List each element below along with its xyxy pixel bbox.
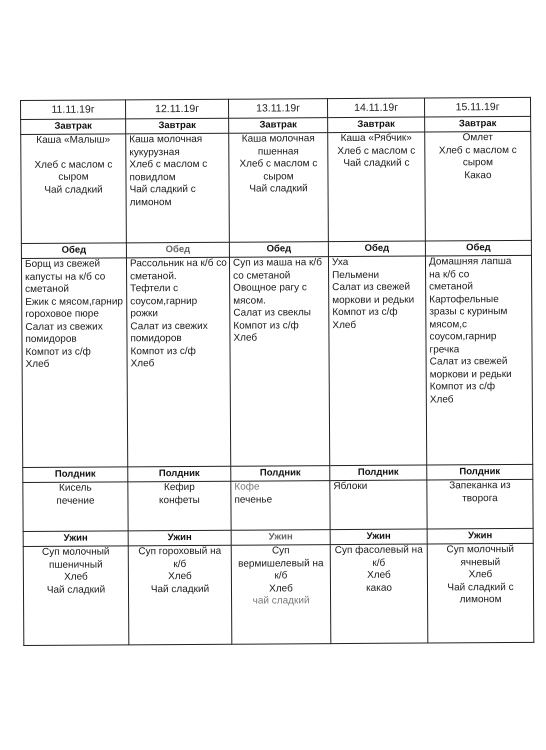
meal-label-lunch: Обед bbox=[229, 242, 328, 258]
lunch-cell-day1 bbox=[21, 258, 127, 468]
dish-line: Каша молочная bbox=[129, 133, 203, 146]
dish-line: рожки bbox=[130, 308, 159, 320]
dish-line: Кисель bbox=[58, 482, 92, 494]
snack-cell-day1 bbox=[23, 482, 128, 532]
lunch-cell-day2 bbox=[126, 257, 230, 467]
dish-line: Чай сладкий bbox=[46, 583, 106, 596]
dinner-dishes-row bbox=[23, 543, 534, 645]
dish-line: Хлеб с маслом с bbox=[239, 158, 318, 170]
dish-line: Омлет bbox=[462, 132, 493, 144]
breakfast-dishes-row bbox=[21, 131, 532, 243]
dish-line: Чай сладкий bbox=[150, 583, 210, 595]
dinner-cell-day5 bbox=[427, 543, 534, 643]
dish-line: Хлеб bbox=[64, 571, 88, 583]
dish-line: мясом. bbox=[233, 295, 266, 307]
dish-line: Каша молочная bbox=[241, 133, 315, 145]
dish-line: Суп гороховый на bbox=[138, 545, 222, 558]
dish-line: Картофельные bbox=[429, 293, 499, 306]
dish-line: Хлеб bbox=[332, 319, 357, 331]
date-cell: 11.11.19г bbox=[21, 100, 126, 120]
dish-line: Компот из с/ф bbox=[332, 306, 398, 319]
meal-label-breakfast: Завтрак bbox=[126, 118, 229, 134]
meal-label-dinner: Ужин bbox=[23, 531, 128, 547]
meal-label-lunch: Обед bbox=[126, 242, 229, 258]
dish-line: Хлеб bbox=[25, 358, 50, 370]
lunch-cell-day5 bbox=[425, 255, 532, 465]
date-cell: 12.11.19г bbox=[126, 99, 229, 119]
weekly-menu-table bbox=[20, 97, 534, 646]
dish-line: соусом,гарнир bbox=[130, 295, 198, 307]
dish-line: ячневый bbox=[460, 556, 501, 568]
breakfast-cell-day4 bbox=[328, 132, 426, 242]
dish-line: Хлеб bbox=[367, 569, 391, 581]
snack-cell-day2 bbox=[128, 481, 231, 531]
dish-line: Пельмени bbox=[332, 269, 380, 281]
dish-line: Хлеб bbox=[168, 570, 192, 583]
meal-label-breakfast: Завтрак bbox=[328, 117, 425, 133]
meal-label-dinner: Ужин bbox=[330, 529, 427, 545]
dish-line: Яблоки bbox=[333, 480, 368, 493]
dish-line: Компот из с/ф bbox=[25, 346, 91, 358]
snack-dishes-row bbox=[23, 479, 533, 531]
dish-line: Хлеб с маслом с bbox=[438, 144, 517, 156]
dish-line: Чай сладкий bbox=[249, 183, 308, 195]
dish-line: сметаной bbox=[429, 281, 473, 293]
meal-label-lunch: Обед bbox=[328, 241, 425, 257]
dish-line: Компот из с/ф bbox=[233, 319, 299, 332]
dish-line: со сметаной bbox=[233, 269, 291, 282]
dish-line: лимоном bbox=[129, 196, 172, 208]
dish-line: Хлеб с маслом с bbox=[34, 158, 113, 171]
meal-label-breakfast: Завтрак bbox=[21, 119, 126, 135]
dish-line: Каша «Малыш» bbox=[36, 134, 111, 146]
dish-line: сметаной bbox=[25, 283, 70, 295]
dish-line: Кефир bbox=[163, 481, 195, 494]
dish-line: Суп из маша на к/б bbox=[232, 257, 322, 269]
dish-line: Хлеб с маслом с bbox=[337, 145, 416, 157]
dish-line: Суп молочный bbox=[42, 546, 110, 558]
dish-line: Чай сладкий с bbox=[447, 581, 514, 593]
meal-label-lunch: Обед bbox=[21, 243, 126, 259]
dish-line: моркови и редьки bbox=[429, 368, 512, 381]
dinner-cell-day3 bbox=[231, 545, 331, 645]
breakfast-cell-day2 bbox=[126, 133, 230, 243]
dish-line: чай сладкий bbox=[252, 595, 310, 607]
dish-line: Салат из свеклы bbox=[233, 307, 311, 319]
dish-line: к/б bbox=[274, 570, 288, 582]
dinner-cell-day1 bbox=[23, 546, 129, 646]
breakfast-cell-day3 bbox=[229, 133, 329, 243]
dish-line: гороховое пюре bbox=[25, 308, 99, 320]
dish-line: вермишелевый на bbox=[238, 557, 324, 570]
dish-line: Компот из с/ф bbox=[429, 381, 496, 393]
meal-label-snack: Полдник bbox=[427, 464, 533, 480]
dish-line: на к/б со bbox=[429, 268, 470, 281]
dish-line: Чай сладкий с bbox=[129, 183, 196, 196]
dish-line: Кофе bbox=[234, 481, 260, 493]
dish-line: Домашняя лапша bbox=[428, 256, 512, 268]
meal-label-snack: Полдник bbox=[330, 465, 427, 481]
snack-cell-day3 bbox=[231, 481, 330, 531]
dish-line: Салат из свежих bbox=[25, 320, 103, 333]
dinner-cell-day2 bbox=[128, 545, 232, 645]
dish-line: сыром bbox=[462, 157, 494, 169]
dish-line: Запеканка из bbox=[449, 480, 511, 492]
meal-label-dinner: Ужин bbox=[231, 530, 330, 546]
dish-line: Рассольник на к/б со bbox=[129, 257, 227, 270]
dish-line: повидлом bbox=[129, 171, 176, 183]
dish-line: Борщ из свежей bbox=[24, 258, 101, 270]
dish-line: мясом,с bbox=[429, 318, 468, 331]
dish-line: какао bbox=[366, 582, 392, 594]
dish-line: Суп bbox=[271, 545, 290, 557]
dish-line: Хлеб bbox=[130, 358, 155, 370]
dish-line: капусты на к/б со bbox=[25, 270, 106, 283]
dish-line: печение bbox=[56, 495, 95, 507]
date-cell: 14.11.19г bbox=[327, 98, 424, 118]
dish-line: Чай сладкий с bbox=[343, 157, 410, 170]
dish-line: Хлеб bbox=[269, 582, 293, 594]
dish-line: Суп фасолевый на bbox=[334, 544, 423, 557]
dish-line: помидоров bbox=[130, 333, 182, 345]
dish-line: Хлеб bbox=[468, 569, 493, 581]
dish-line: к/б bbox=[173, 558, 187, 570]
dish-line: Компот из с/ф bbox=[130, 345, 196, 357]
meal-label-snack: Полдник bbox=[23, 467, 128, 483]
dish-line: печенье bbox=[234, 493, 273, 506]
dish-line: Каша «Рябчик» bbox=[340, 132, 412, 145]
dish-line: сыром bbox=[263, 170, 294, 183]
dish-line: сметаной. bbox=[130, 270, 177, 282]
dish-line: к/б bbox=[372, 557, 386, 569]
dish-line: Ежик с мясом,гарнир bbox=[25, 295, 123, 308]
date-cell: 13.11.19г bbox=[228, 99, 327, 119]
dish-line: Суп молочный bbox=[446, 543, 515, 556]
dish-line: помидоров bbox=[25, 333, 77, 345]
snack-cell-day5 bbox=[427, 479, 533, 529]
meal-label-dinner: Ужин bbox=[128, 530, 231, 546]
dish-line: лимоном bbox=[459, 594, 502, 606]
dish-line: конфеты bbox=[159, 494, 200, 506]
dish-line: гречка bbox=[429, 343, 460, 356]
dish-line: Хлеб с маслом с bbox=[129, 158, 208, 171]
snack-cell-day4 bbox=[330, 480, 427, 530]
dish-line: соусом,гарнир bbox=[429, 331, 497, 343]
dish-line: сыром bbox=[58, 171, 89, 183]
lunch-dishes-row bbox=[21, 255, 532, 467]
breakfast-cell-day5 bbox=[425, 131, 532, 241]
dish-line: Салат из свежей bbox=[332, 281, 411, 294]
meal-label-snack: Полдник bbox=[231, 466, 330, 482]
dish-line: творога bbox=[462, 492, 498, 504]
dish-line: пшеничный bbox=[48, 559, 103, 571]
dish-line: Салат из свежих bbox=[130, 320, 208, 332]
dish-line: Какао bbox=[464, 169, 492, 181]
dish-line: зразы с куриным bbox=[429, 306, 508, 318]
dish-line: моркови и редьки bbox=[332, 294, 415, 306]
meal-label-dinner: Ужин bbox=[427, 528, 533, 544]
dish-line: Чай сладкий bbox=[44, 183, 103, 196]
dish-line: кукурузная bbox=[129, 146, 180, 158]
lunch-cell-day4 bbox=[328, 256, 426, 466]
dish-line: Салат из свежей bbox=[429, 356, 508, 368]
meal-label-breakfast: Завтрак bbox=[425, 116, 531, 132]
meal-label-snack: Полдник bbox=[128, 466, 231, 482]
breakfast-cell-day1 bbox=[21, 134, 127, 244]
dish-line: Хлеб bbox=[233, 332, 258, 344]
dish-line: Овощное рагу с bbox=[233, 282, 307, 294]
dish-line: Тефтели с bbox=[130, 283, 179, 295]
meal-label-breakfast: Завтрак bbox=[229, 118, 328, 134]
date-cell: 15.11.19г bbox=[424, 97, 530, 117]
dish-line: Уха bbox=[331, 256, 349, 269]
lunch-cell-day3 bbox=[229, 257, 329, 467]
blank-line bbox=[24, 147, 122, 160]
dish-line: пшенная bbox=[257, 145, 299, 158]
meal-label-lunch: Обед bbox=[425, 240, 531, 256]
dish-line: Хлеб bbox=[429, 393, 454, 406]
dinner-cell-day4 bbox=[330, 544, 428, 644]
